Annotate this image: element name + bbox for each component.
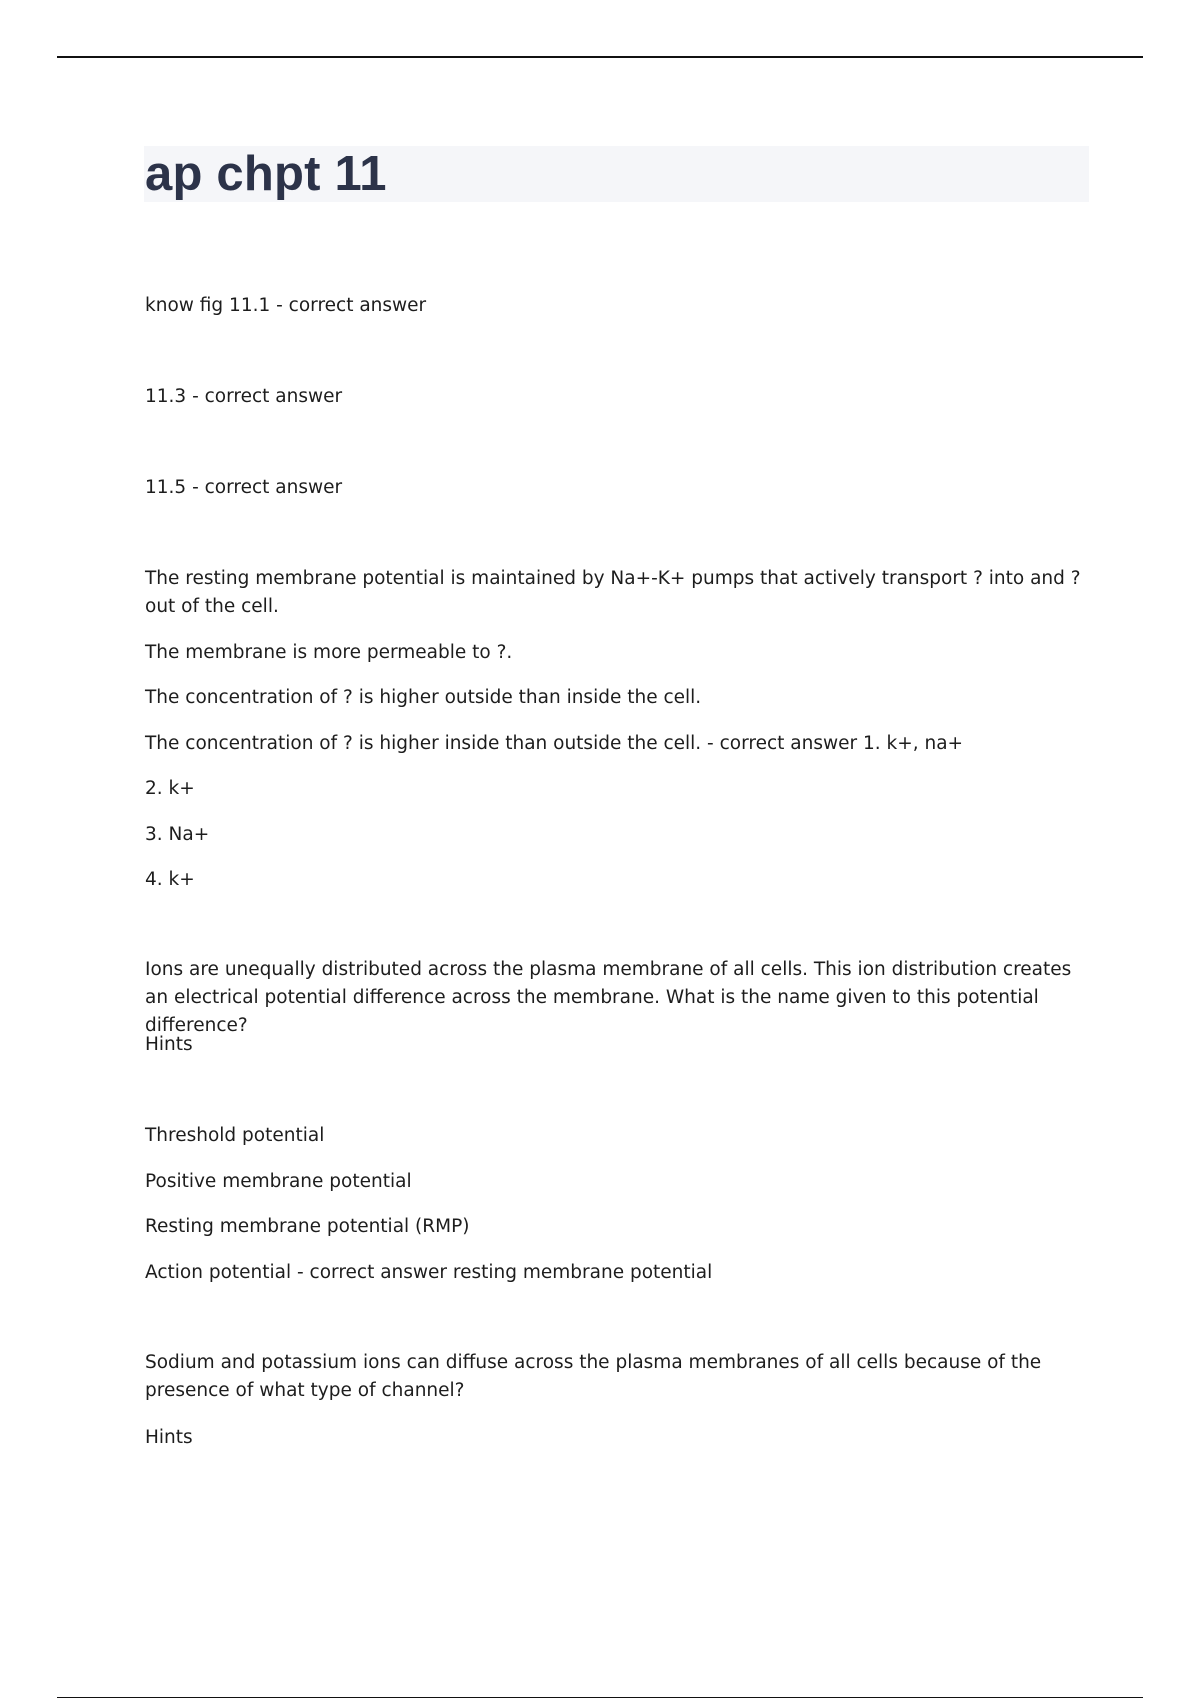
question-text: The resting membrane potential is maintained by Na+-K+ pumps that actively transport ? into and ? out of the cell. [145, 568, 1081, 617]
question-text: The membrane is more permeable to ?. [145, 642, 513, 663]
top-rule [57, 56, 1143, 58]
answer-option: Resting membrane potential (RMP) [145, 1216, 470, 1237]
question-answer-line: Action potential - correct answer resting membrane potential [145, 1262, 713, 1283]
answer-option: Positive membrane potential [145, 1171, 412, 1192]
answer-item: 4. k+ [145, 869, 195, 890]
answer-item: 3. Na+ [145, 824, 210, 845]
question-text: Sodium and potassium ions can diffuse across the plasma membranes of all cells because of the presence of what type of channel? [145, 1352, 1042, 1401]
qa-line: 11.5 - correct answer [145, 477, 343, 498]
bottom-rule [57, 1697, 1143, 1698]
question-text: The concentration of ? is higher outside than inside the cell. [145, 687, 702, 708]
question-answer-line: The concentration of ? is higher inside than outside the cell. - correct answer 1. k+, na+ [145, 733, 964, 754]
hints-label: Hints [145, 1427, 193, 1448]
answer-option: Threshold potential [145, 1125, 325, 1146]
document-title: ap chpt 11 [145, 147, 387, 201]
qa-line: 11.3 - correct answer [145, 386, 343, 407]
hints-label: Hints [145, 1034, 193, 1055]
answer-item: 2. k+ [145, 778, 195, 799]
question-text: Ions are unequally distributed across the plasma membrane of all cells. This ion distribution creates an electrical potential difference across the membrane. What is the name given to this potential difference? [145, 959, 1072, 1036]
qa-line: know fig 11.1 - correct answer [145, 295, 427, 316]
